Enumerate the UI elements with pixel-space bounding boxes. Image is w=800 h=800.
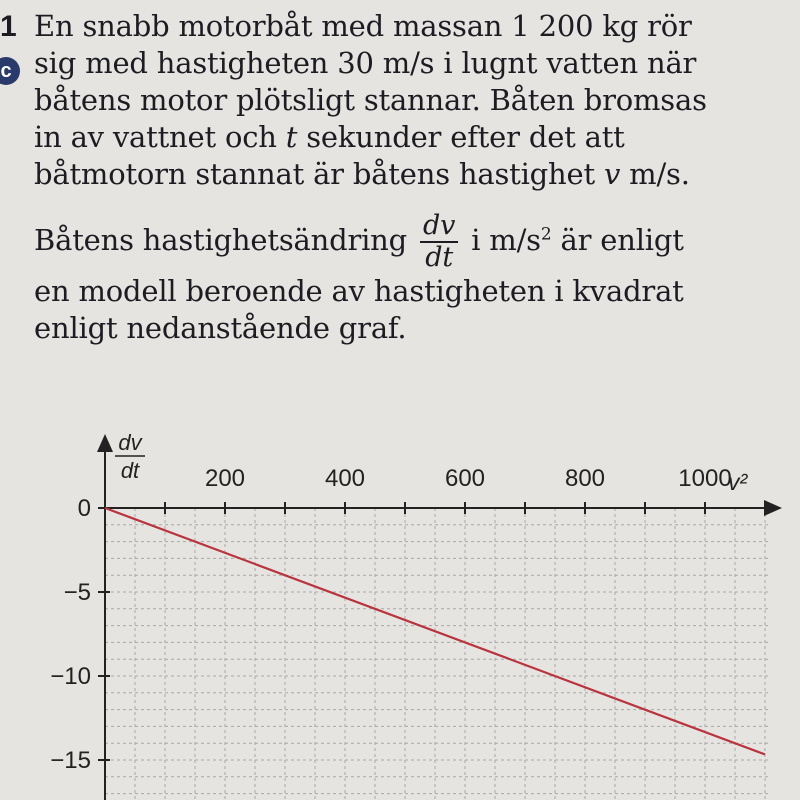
- grid: [105, 508, 770, 800]
- y-tick-label: −15: [50, 747, 91, 774]
- velocity-change-graph: [0, 420, 800, 800]
- text-line: En snabb motorbåt med massan 1 200 kg rör: [34, 9, 692, 43]
- derivative-fraction: $\frac{dv}{dt}$: [420, 211, 458, 273]
- text-line: båtmotorn stannat är båtens hastighet v m/s.: [34, 157, 690, 191]
- x-tick-label: 600: [444, 465, 486, 492]
- text-line: en modell beroende av hastigheten i kvadrat: [34, 274, 684, 308]
- text-line: in av vattnet och t sekunder efter det att: [34, 120, 625, 154]
- x-tick-label: 800: [564, 465, 606, 492]
- text-line: sig med hastigheten 30 m/s i lugnt vatten när: [34, 46, 697, 80]
- variable-t: t: [285, 120, 298, 154]
- y-tick-label: −5: [63, 579, 91, 606]
- x-axis-arrow: [764, 500, 782, 516]
- y-axis-label-num: dv: [118, 430, 142, 455]
- x-tick-label: 400: [324, 465, 366, 492]
- text-line: båtens motor plötsligt stannar. Båten bromsas: [34, 83, 707, 117]
- y-tick-label: −10: [50, 663, 91, 690]
- y-axis-arrow: [97, 434, 113, 452]
- text-line: Båtens hastighetsändring $\frac{dv}{dt}$ i $m/s^2$ är enligt: [34, 210, 684, 273]
- ticks: [50, 465, 765, 774]
- problem-text: [34, 8, 794, 347]
- x-axis-label: v²: [728, 469, 748, 495]
- x-tick-label: 200: [204, 465, 246, 492]
- problem-number: 1: [0, 10, 17, 43]
- difficulty-badge: c: [0, 57, 20, 85]
- text-line: enligt nedanstående graf.: [34, 311, 407, 345]
- variable-v: v: [603, 157, 621, 191]
- y-tick-label: 0: [77, 495, 91, 522]
- x-tick-label: 1000: [678, 465, 732, 492]
- y-axis-label-den: dt: [120, 458, 140, 483]
